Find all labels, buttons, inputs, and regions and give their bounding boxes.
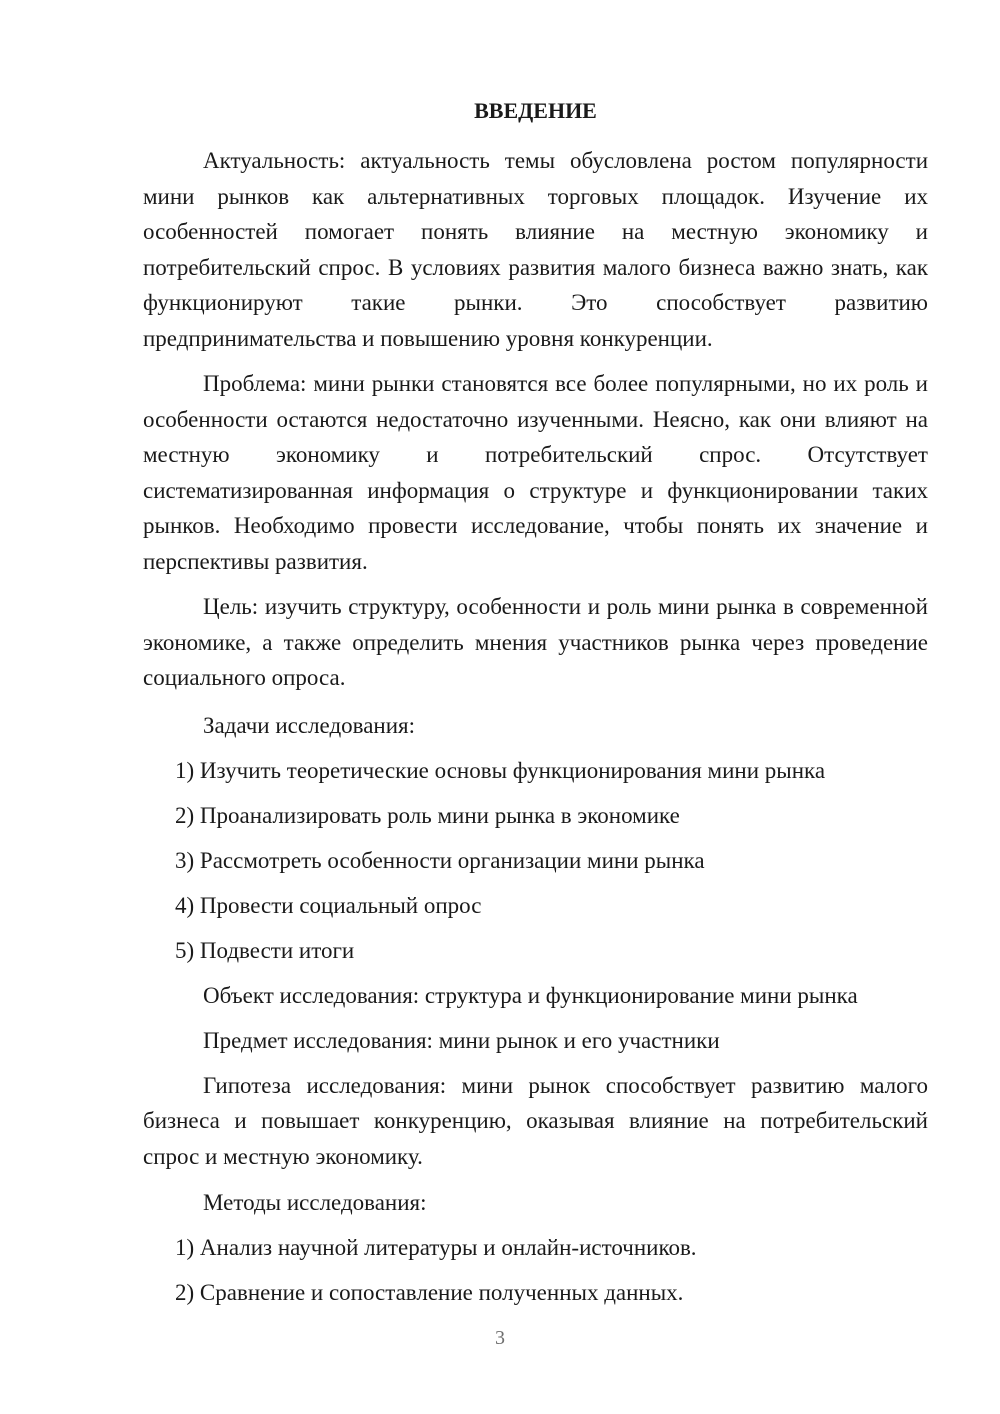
problem-paragraph: Проблема: мини рынки становятся все более популярными, но их роль и особенности остаются недостаточно изученными. Неясно, как они влияют на местную экономику и потребительский спрос. Отсутствует систематизированная информация о структуре и функционировании таких рынков. Необходимо провести исследование, чтобы понять их значение и перспективы развития.: [143, 371, 928, 574]
relevance-paragraph: Актуальность: актуальность темы обусловлена ростом популярности мини рынков как альтернативных торговых площадок. Изучение их особенностей помогает понять влияние на местную экономику и потребительский спрос. В условиях развития малого бизнеса важно знать, как функционируют такие рынки. Это способствует развитию предпринимательства и повышению уровня конкуренции.: [143, 148, 928, 351]
task-item: 1) Изучить теоретические основы функционирования мини рынка: [175, 757, 826, 783]
page-title: ВВЕДЕНИЕ: [474, 98, 597, 123]
research-subject: Предмет исследования: мини рынок и его участники: [203, 1027, 720, 1053]
method-item: 1) Анализ научной литературы и онлайн-источников.: [175, 1235, 697, 1260]
research-object: Объект исследования: структура и функционирование мини рынка: [203, 982, 858, 1008]
document-page: [143, 96, 928, 1310]
task-item: 3) Рассмотреть особенности организации мини рынка: [175, 847, 705, 873]
goal-paragraph: Цель: изучить структуру, особенности и роль мини рынка в современной экономике, а также определить мнения участников рынка через проведение социального опроса.: [143, 594, 928, 690]
page-number: 3: [495, 1327, 505, 1349]
methods-list: [143, 1230, 928, 1310]
task-item: 2) Проанализировать роль мини рынка в экономике: [175, 802, 680, 828]
task-item: 4) Провести социальный опрос: [175, 892, 482, 918]
tasks-heading: Задачи исследования:: [203, 712, 416, 738]
methods-heading: Методы исследования:: [203, 1190, 427, 1215]
tasks-list: [143, 753, 928, 968]
task-item: 5) Подвести итоги: [175, 937, 355, 963]
hypothesis-paragraph: Гипотеза исследования: мини рынок способствует развитию малого бизнеса и повышает конкуренцию, оказывая влияние на потребительский спрос и местную экономику.: [143, 1072, 928, 1169]
method-item: 2) Сравнение и сопоставление полученных данных.: [175, 1280, 684, 1305]
